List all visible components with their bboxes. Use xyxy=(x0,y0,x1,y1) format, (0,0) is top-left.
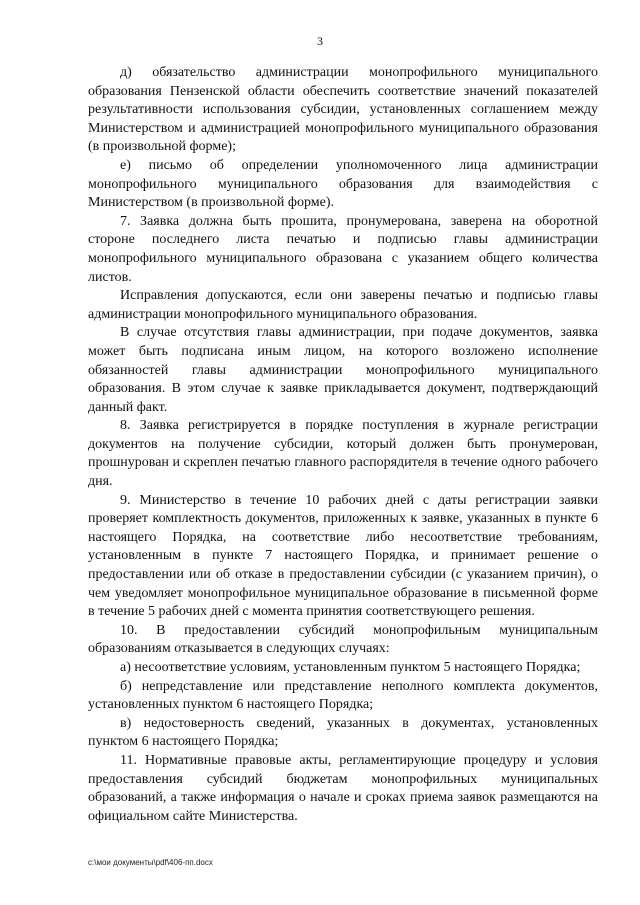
paragraph: в) недостоверность сведений, указанных в документах, установленных пунктом 6 настоящего Порядка; xyxy=(88,715,598,750)
page-number: 3 xyxy=(317,34,323,48)
paragraph: 8. Заявка регистрируется в порядке поступления в журнале регистрации документов на получение субсидии, который должен быть пронумерован, прошнурован и скреплен печатью главного распорядителя в течение одного рабочего дня. xyxy=(88,418,598,490)
paragraph: а) несоответствие условиям, установленным пунктом 5 настоящего Порядка; xyxy=(120,660,581,675)
document-body xyxy=(88,64,598,826)
paragraph: 9. Министерство в течение 10 рабочих дней с даты регистрации заявки проверяет комплектность документов, приложенных к заявке, указанных в пункте 6 настоящего Порядка, на соответствие либо несоответствие требованиям, установленным в пункте 7 настоящего Порядка, и принимает решение о предоставлении или об отказе в предоставлении субсидии (с указанием причин), о чем уведомляет монопрофильное муниципальное образование в письменной форме в течение 5 рабочих дней с момента принятия соответствующего решения. xyxy=(88,492,598,620)
paragraph: е) письмо об определении уполномоченного лица администрации монопрофильного муниципального образования для взаимодействия с Министерством (в произвольной форме). xyxy=(88,157,598,211)
paragraph: 7. Заявка должна быть прошита, пронумерована, заверена на оборотной стороне последнего листа печатью и подписью главы администрации монопрофильного муниципального образована с указанием общего количества листов. xyxy=(88,213,598,285)
paragraph: д) обязательство администрации монопрофильного муниципального образования Пензенской области обеспечить соответствие значений показателей результативности использования субсидии, установленных соглашением между Министерством и администрацией монопрофильного муниципального образования (в произвольной форме); xyxy=(88,65,598,155)
paragraph: В случае отсутствия главы администрации, при подаче документов, заявка может быть подписана иным лицом, на которого возложено исполнение обязанностей главы администрации монопрофильного муниципального образования. В этом случае к заявке прикладывается документ, подтверждающий данный факт. xyxy=(88,325,598,415)
paragraph: 11. Нормативные правовые акты, регламентирующие процедуру и условия предоставления субсидий бюджетам монопрофильных муниципальных образований, а также информация о начале и сроках приема заявок размещаются на официальном сайте Министерства. xyxy=(88,752,598,824)
footer-file-path: c:\мои документы\pdf\406-пп.docx xyxy=(88,858,213,867)
paragraph: 10. В предоставлении субсидий монопрофильным муниципальным образованиям отказывается в следующих случаях: xyxy=(88,622,598,657)
paragraph: Исправления допускаются, если они заверены печатью и подписью главы администрации монопрофильного муниципального образования. xyxy=(88,288,598,322)
paragraph: б) непредставление или представление неполного комплекта документов, установленных пунктом 6 настоящего Порядка; xyxy=(88,678,598,713)
